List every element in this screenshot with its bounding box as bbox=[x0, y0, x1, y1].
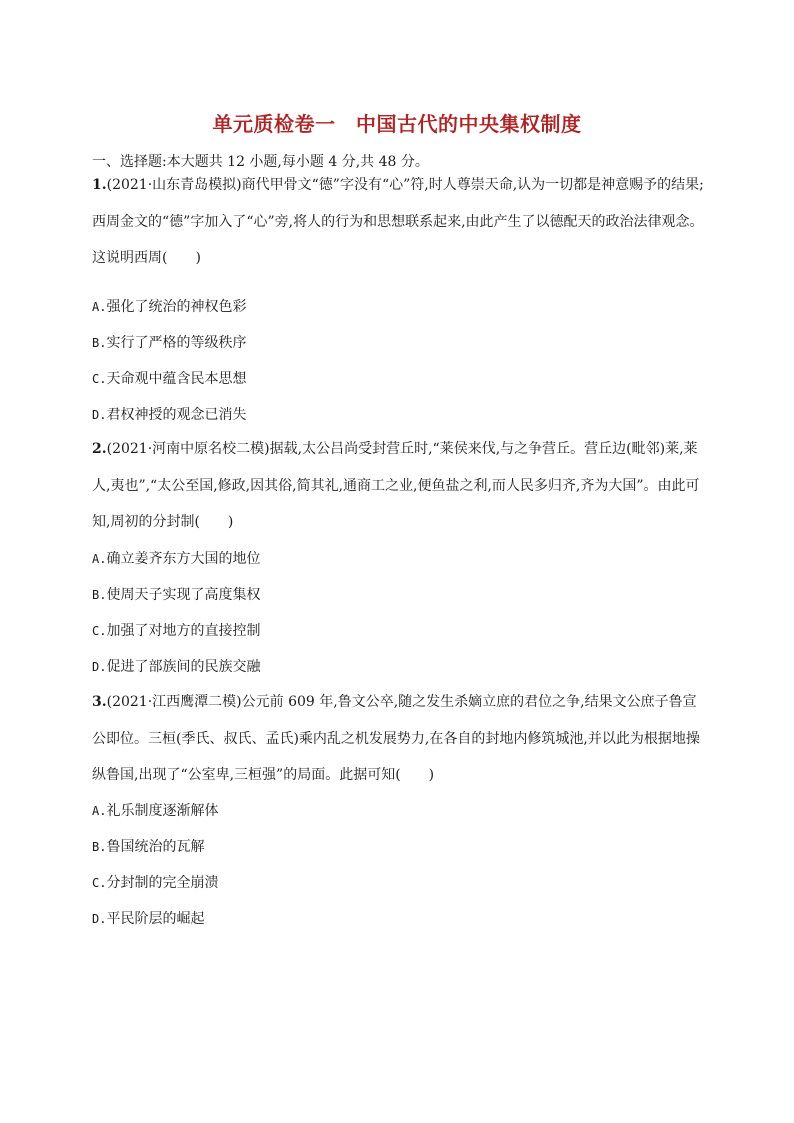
option-letter: C. bbox=[92, 624, 107, 638]
question-2-option-d[interactable] bbox=[92, 657, 260, 677]
option-text: 强化了统治的神权色彩 bbox=[106, 299, 247, 315]
question-source: (2021·河南中原名校二模) bbox=[106, 441, 270, 457]
question-1-stem bbox=[92, 167, 704, 277]
option-text: 鲁国统治的瓦解 bbox=[106, 839, 205, 855]
option-text: 天命观中蕴含民本思想 bbox=[106, 371, 247, 387]
option-text: 促进了部族间的民族交融 bbox=[106, 659, 261, 675]
option-letter: D. bbox=[92, 912, 107, 926]
option-letter: B. bbox=[92, 336, 107, 350]
question-number: 2. bbox=[92, 441, 107, 457]
question-1-option-a[interactable] bbox=[92, 297, 246, 317]
option-letter: D. bbox=[92, 408, 107, 422]
section-heading: 一、选择题:本大题共 12 小题,每小题 4 分,共 48 分。 bbox=[92, 154, 429, 170]
question-2-stem bbox=[92, 431, 704, 541]
question-source: (2021·山东青岛模拟) bbox=[106, 177, 242, 193]
question-2-option-c[interactable] bbox=[92, 621, 260, 641]
option-text: 礼乐制度逐渐解体 bbox=[106, 803, 219, 819]
option-letter: B. bbox=[92, 840, 107, 854]
question-number: 3. bbox=[92, 694, 107, 710]
option-letter: C. bbox=[92, 372, 107, 386]
question-number: 1. bbox=[92, 177, 107, 193]
question-3-option-a[interactable] bbox=[92, 801, 218, 821]
option-letter: A. bbox=[92, 552, 107, 566]
option-letter: C. bbox=[92, 876, 107, 890]
option-letter: A. bbox=[92, 804, 107, 818]
option-text: 平民阶层的崛起 bbox=[106, 911, 205, 927]
question-text: 公元前 609 年,鲁文公卒,随之发生杀嫡立庶的君位之争,结果文公庶子鲁宣公即位。三桓(季氏、叔氏、孟氏)乘内乱之机发展势力,在各自的封地内修筑城池,并以此为根据地操纵鲁国,出现了“公室卑,三桓强”的局面。此据可知( ) bbox=[92, 694, 700, 783]
option-letter: D. bbox=[92, 660, 107, 674]
option-text: 确立姜齐东方大国的地位 bbox=[106, 551, 261, 567]
question-3-option-d[interactable] bbox=[92, 909, 204, 929]
option-text: 分封制的完全崩溃 bbox=[106, 875, 219, 891]
page-title: 单元质检卷一 中国古代的中央集权制度 bbox=[212, 112, 582, 136]
question-text: 据载,太公吕尚受封营丘时,“莱侯来伐,与之争营丘。营丘边(毗邻)莱,莱人,夷也”,“太公至国,修政,因其俗,简其礼,通商工之业,便鱼盐之利,而人民多归齐,齐为大国”。由此可知,周初的分封制( ) bbox=[92, 441, 700, 530]
option-letter: A. bbox=[92, 300, 107, 314]
option-text: 实行了严格的等级秩序 bbox=[106, 335, 247, 351]
question-3-option-c[interactable] bbox=[92, 873, 218, 893]
option-letter: B. bbox=[92, 588, 107, 602]
question-source: (2021·江西鹰潭二模) bbox=[106, 694, 242, 710]
option-text: 加强了对地方的直接控制 bbox=[106, 623, 261, 639]
option-text: 君权神授的观念已消失 bbox=[106, 407, 247, 423]
question-1-option-b[interactable] bbox=[92, 333, 246, 353]
option-text: 使周天子实现了高度集权 bbox=[106, 587, 261, 603]
question-1-option-c[interactable] bbox=[92, 369, 246, 389]
question-3-stem bbox=[92, 684, 704, 794]
question-1-option-d[interactable] bbox=[92, 405, 246, 425]
question-2-option-a[interactable] bbox=[92, 549, 260, 569]
question-text: 商代甲骨文“德”字没有“心”符,时人尊崇天命,认为一切都是神意赐予的结果;西周金文的“德”字加入了“心”旁,将人的行为和思想联系起来,由此产生了以德配天的政治法律观念。这说明西周( ) bbox=[92, 177, 704, 266]
question-2-option-b[interactable] bbox=[92, 585, 260, 605]
question-3-option-b[interactable] bbox=[92, 837, 204, 857]
